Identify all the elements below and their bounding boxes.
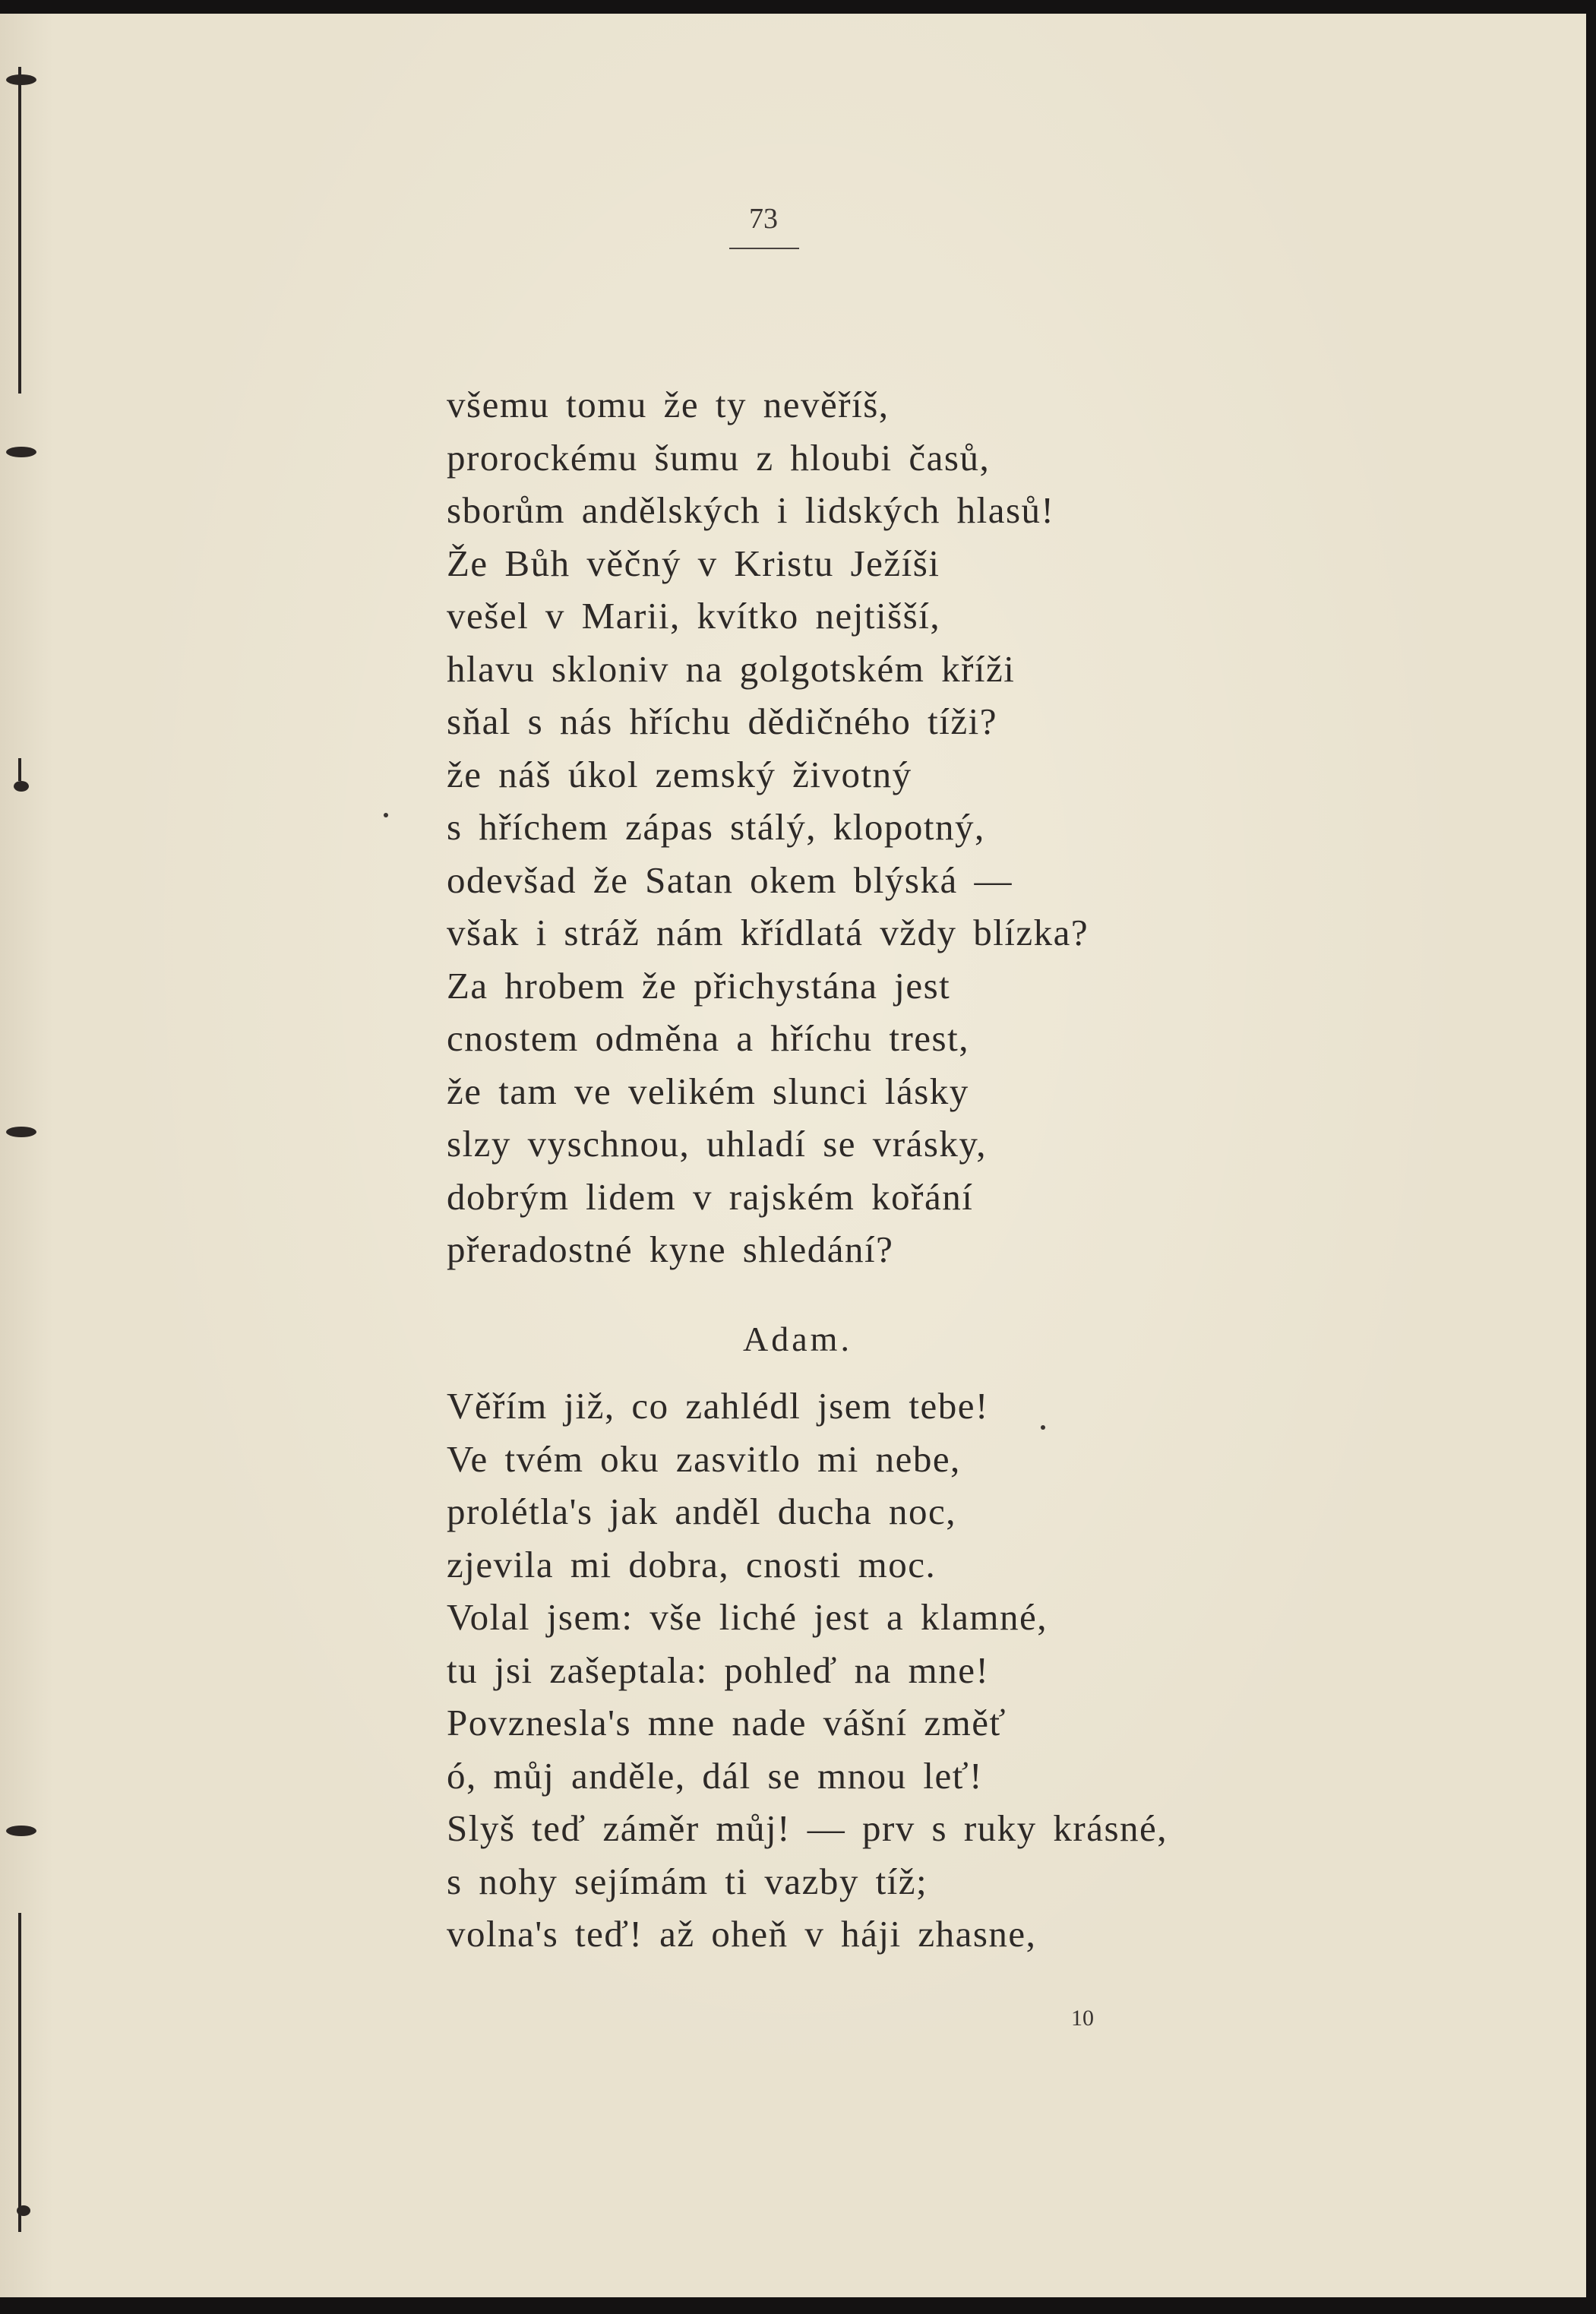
binding-rule xyxy=(18,67,21,394)
verse-line: ó, můj anděle, dál se mnou leť! xyxy=(447,1754,983,1797)
binding-mark xyxy=(14,781,29,792)
verse-line: cnostem odměna a hříchu trest, xyxy=(447,1017,969,1059)
verse-line: Za hrobem že přichystána jest xyxy=(447,964,951,1007)
verse-line: však i stráž nám křídlatá vždy blízka? xyxy=(447,912,1089,953)
verse-line: prorockému šumu z hloubi časů, xyxy=(447,436,991,479)
verse-line: hlavu skloniv na golgotském kříži xyxy=(447,647,1016,690)
binding-mark xyxy=(6,447,36,457)
verse-line: že náš úkol zemský životný xyxy=(447,753,912,795)
book-page xyxy=(0,14,1586,2297)
verse-line: volna's teď! až oheň v háji zhasne, xyxy=(447,1913,1037,1955)
verse-line: dobrým lidem v rajském kořání xyxy=(447,1175,974,1218)
ink-speck xyxy=(384,813,388,817)
verse-line: přeradostné kyne shledání? xyxy=(447,1228,894,1270)
verse-line: prolétla's jak anděl ducha noc, xyxy=(447,1491,957,1532)
verse-block-2 xyxy=(447,1380,1168,1961)
verse-line: sborům andělských i lidských hlasů! xyxy=(447,489,1055,531)
verse-line: tu jsi zašeptala: pohleď na mne! xyxy=(447,1649,990,1691)
verse-line: že tam ve velikém slunci lásky xyxy=(447,1070,969,1112)
verse-line: odevšad že Satan okem blýská — xyxy=(447,858,1013,901)
binding-mark xyxy=(6,74,36,85)
binding-rule xyxy=(18,758,21,781)
verse-line: Věřím již, co zahlédl jsem tebe! xyxy=(447,1385,989,1427)
verse-line: s nohy sejímám ti vazby tíž; xyxy=(447,1860,928,1902)
verse-line: Ve tvém oku zasvitlo mi nebe, xyxy=(447,1437,961,1480)
verse-line: s hříchem zápas stálý, klopotný, xyxy=(447,806,985,848)
verse-line: vešel v Marii, kvítko nejtišší, xyxy=(447,595,941,637)
verse-line: Povznesla's mne nade vášní změť xyxy=(447,1702,1007,1743)
ink-speck xyxy=(1041,1425,1045,1430)
page-number: 73 xyxy=(749,203,778,235)
verse-line: zjevila mi dobra, cnosti moc. xyxy=(447,1543,937,1585)
binding-mark xyxy=(6,1127,36,1137)
binding-mark xyxy=(17,2205,30,2216)
binding-edge xyxy=(0,14,46,2297)
verse-line: Slyš teď záměr můj! — prv s ruky krásné, xyxy=(447,1807,1168,1849)
speaker-heading: Adam. xyxy=(743,1320,852,1358)
binding-mark xyxy=(6,1826,36,1836)
verse-line: Volal jsem: vše liché jest a klamné, xyxy=(447,1596,1048,1638)
verse-line: Že Bůh věčný v Kristu Ježíši xyxy=(447,542,940,584)
verse-line: všemu tomu že ty nevěříš, xyxy=(447,384,890,425)
signature-mark: 10 xyxy=(1071,2006,1094,2031)
binding-rule xyxy=(18,1913,21,2232)
verse-line: slzy vyschnou, uhladí se vrásky, xyxy=(447,1123,987,1165)
verse-block-1 xyxy=(447,378,1089,1276)
verse-line: sňal s nás hříchu dědičného tíži? xyxy=(447,700,997,742)
page-number-underline xyxy=(729,248,799,249)
